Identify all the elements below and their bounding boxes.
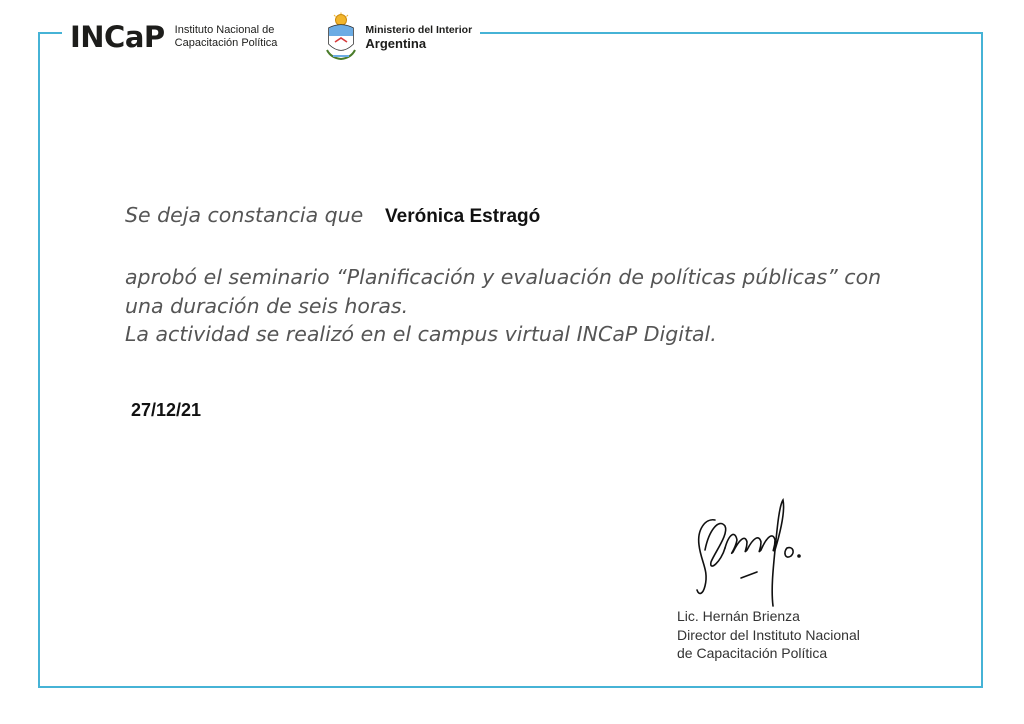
ministry-block [325, 12, 472, 62]
signature [675, 490, 825, 608]
certificate-intro: Se deja constancia que [125, 203, 364, 227]
signatory-title-line1: Director del Instituto Nacional [677, 626, 860, 643]
ministry-name: Ministerio del Interior [365, 24, 473, 36]
header [62, 12, 480, 62]
certificate-body [125, 263, 881, 349]
certificate-body-line2: una duración de seis horas. [125, 293, 409, 318]
signatory-title-line2: de Capacitación Política [677, 645, 828, 661]
incap-subtitle-line2: Capacitación Política [174, 37, 278, 49]
recipient-name: Verónica Estragó [385, 206, 541, 227]
issue-date: 27/12/21 [131, 400, 202, 420]
country-name: Argentina [365, 36, 427, 51]
incap-subtitle-line1: Instituto Nacional de [174, 24, 275, 36]
certificate-body-line3: La actividad se realizó en el campus virtual INCaP Digital. [125, 322, 717, 346]
signatory-block [677, 607, 860, 663]
signatory-name: Lic. Hernán Brienza [677, 608, 800, 624]
incap-logo: INCaP [70, 19, 165, 54]
certificate-frame [38, 32, 983, 688]
certificate-body-line1: aprobó el seminario “Planificación y evaluación de políticas públicas” con [125, 265, 882, 289]
coat-of-arms-icon [325, 12, 357, 62]
incap-subtitle [175, 24, 278, 50]
